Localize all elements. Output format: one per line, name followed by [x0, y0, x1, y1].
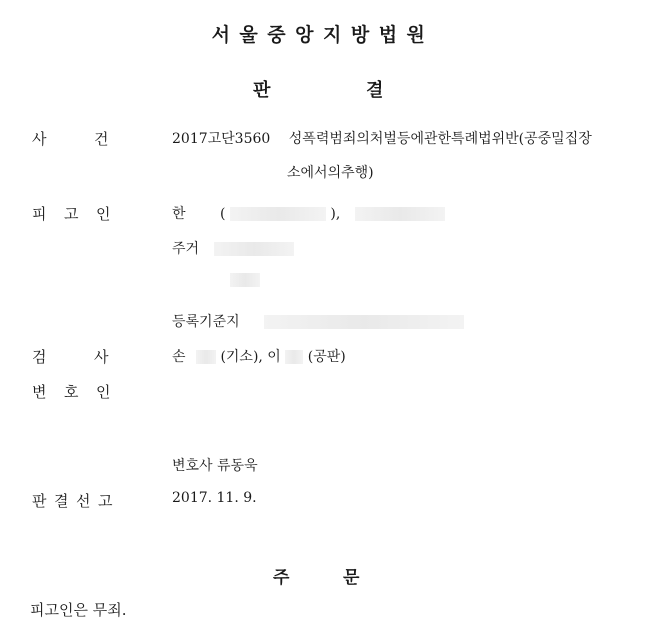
defendant-line — [172, 203, 445, 223]
redacted-address-continuation — [230, 272, 260, 288]
defendant-paren-close: ), — [330, 206, 341, 222]
address-label: 주거 — [172, 241, 200, 257]
counsel-name: 변호사 류동욱 — [172, 458, 258, 474]
case-number-line — [172, 128, 592, 148]
defendant-name: 한 — [172, 206, 186, 222]
prosecutor-label-char-2: 사 — [94, 348, 109, 366]
prosecutor-1-name: 손 — [172, 349, 186, 365]
redacted-id-number — [230, 207, 326, 221]
registered-domicile-label: 등록기준지 — [172, 314, 240, 330]
redacted-prosecutor-2 — [285, 350, 303, 364]
sentencing-date: 2017. 11. 9. — [172, 490, 257, 506]
sentencing-label-char-3: 선 — [76, 492, 91, 510]
case-label-char-1: 사 — [32, 130, 47, 148]
redacted-occupation — [355, 207, 445, 221]
case-number: 2017고단3560 — [172, 131, 271, 147]
prosecutor-label-char-1: 검 — [32, 348, 47, 366]
sentencing-label-char-4: 고 — [98, 492, 113, 510]
case-label-char-2: 건 — [94, 130, 109, 148]
prosecutor-2-role: (공판) — [307, 349, 346, 365]
case-title-line-1: 성폭력범죄의처벌등에관한특례법위반(공중밀집장 — [288, 131, 592, 147]
order-title-char-1: 주 — [273, 568, 290, 588]
sentencing-label-char-2: 결 — [54, 492, 69, 510]
case-title-line-2: 소에서의추행) — [287, 165, 374, 181]
redacted-registered-domicile — [264, 315, 464, 329]
counsel-label-char-3: 인 — [96, 383, 111, 401]
document-type-title — [0, 76, 646, 100]
counsel-label-char-2: 호 — [64, 383, 79, 401]
sentencing-label-char-1: 판 — [32, 492, 47, 510]
order-text: 피고인은 무죄. — [30, 601, 127, 619]
redacted-address — [214, 242, 294, 256]
address-line — [172, 238, 294, 258]
order-title — [0, 563, 646, 587]
order-title-char-2: 문 — [343, 568, 360, 588]
prosecutor-line — [172, 346, 346, 366]
defendant-paren-open: ( — [219, 206, 226, 222]
registered-domicile-line — [172, 311, 464, 331]
prosecutor-roles: (기소), 이 — [220, 349, 281, 365]
defendant-label-char-2: 고 — [64, 205, 79, 223]
doc-type-char-2: 결 — [366, 80, 384, 101]
redacted-address-fragment — [230, 273, 260, 287]
counsel-label-char-1: 변 — [32, 383, 47, 401]
court-name: 서울중앙지방법원 — [211, 24, 435, 46]
defendant-label-char-3: 인 — [96, 205, 111, 223]
defendant-label-char-1: 피 — [32, 205, 47, 223]
redacted-prosecutor-1 — [196, 350, 216, 364]
doc-type-char-1: 판 — [253, 80, 271, 101]
